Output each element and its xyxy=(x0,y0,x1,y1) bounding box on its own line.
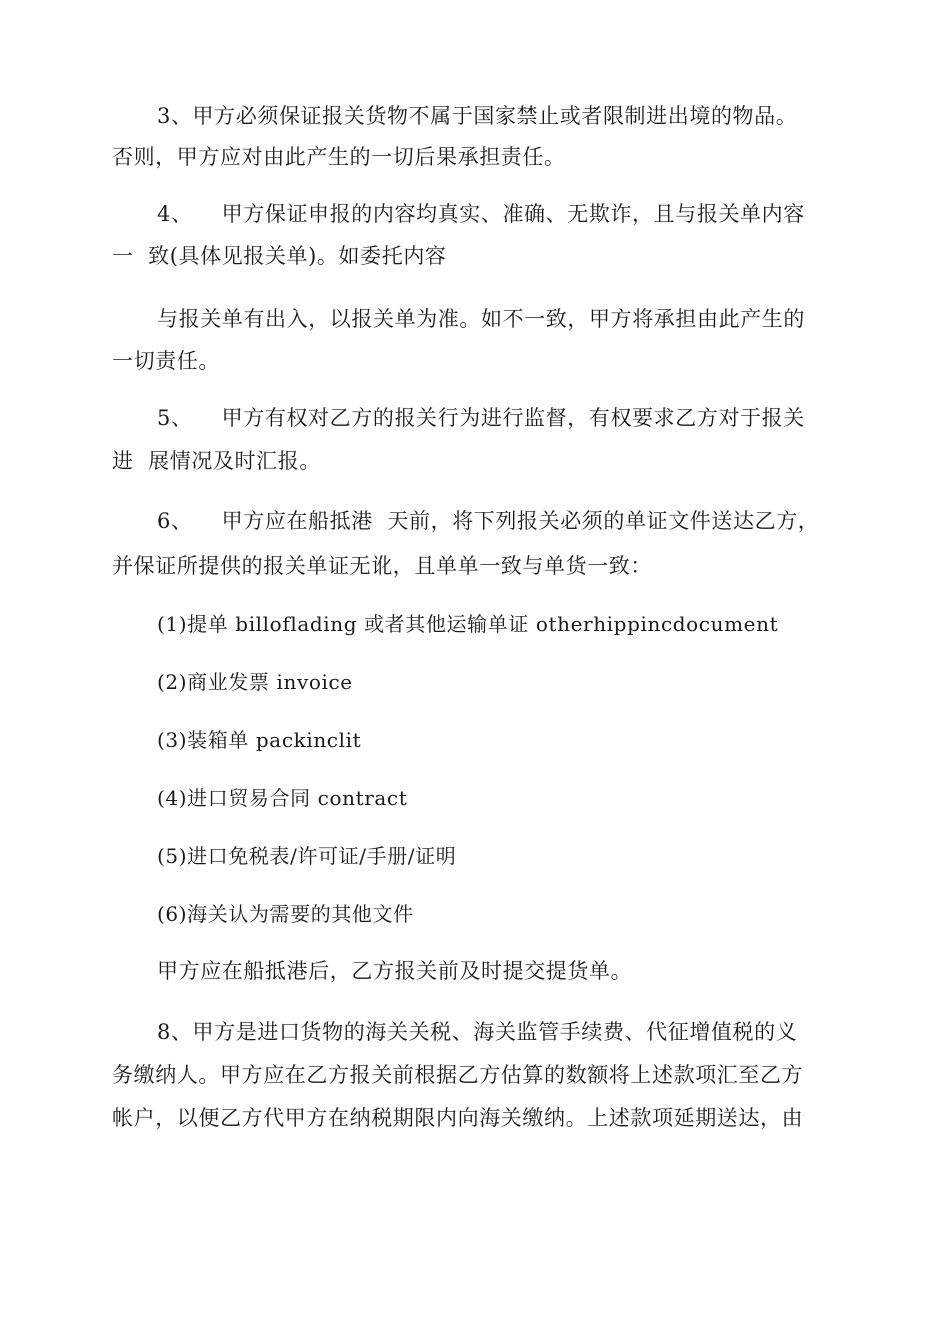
para-4b-line-2: 一切责任。 xyxy=(112,349,220,373)
list-item-4: (4)进口贸易合同 contract xyxy=(157,786,408,810)
para-8-line-2: 务缴纳人。甲方应在乙方报关前根据乙方估算的数额将上述款项汇至乙方 xyxy=(112,1063,804,1087)
para-3-line-1: 3、甲方必须保证报关货物不属于国家禁止或者限制进出境的物品。 xyxy=(157,104,798,128)
para-6-line-2: 并保证所提供的报关单证无讹，且单单一致与单货一致： xyxy=(112,554,652,578)
para-6-line-1: 6、 甲方应在船抵港 天前，将下列报关必须的单证文件送达乙方， xyxy=(157,509,820,533)
list-item-1: (1)提单 billoflading 或者其他运输单证 otherhippincdocument xyxy=(157,612,779,636)
para-4-line-1: 4、 甲方保证申报的内容均真实、准确、无欺诈，且与报关单内容 xyxy=(157,202,805,226)
para-5-line-1: 5、 甲方有权对乙方的报关行为进行监督，有权要求乙方对于报关 xyxy=(157,406,805,430)
para-3-line-2: 否则，甲方应对由此产生的一切后果承担责任。 xyxy=(112,145,566,169)
list-item-6: (6)海关认为需要的其他文件 xyxy=(157,902,414,926)
list-item-3: (3)装箱单 packinclit xyxy=(157,728,362,752)
para-8-line-1: 8、甲方是进口货物的海关关税、海关监管手续费、代征增值税的义 xyxy=(157,1020,798,1044)
list-item-2: (2)商业发票 invoice xyxy=(157,670,353,694)
para-7: 甲方应在船抵港后，乙方报关前及时提交提货单。 xyxy=(157,959,633,983)
list-item-5: (5)进口免税表/许可证/手册/证明 xyxy=(157,844,457,868)
para-5-line-2: 进 展情况及时汇报。 xyxy=(112,449,321,473)
para-4b-line-1: 与报关单有出入，以报关单为准。如不一致，甲方将承担由此产生的 xyxy=(157,307,805,331)
para-4-line-2: 一 致(具体见报关单)。如委托内容 xyxy=(112,244,447,268)
para-8-line-3: 帐户，以便乙方代甲方在纳税期限内向海关缴纳。上述款项延期送达，由 xyxy=(112,1106,804,1130)
